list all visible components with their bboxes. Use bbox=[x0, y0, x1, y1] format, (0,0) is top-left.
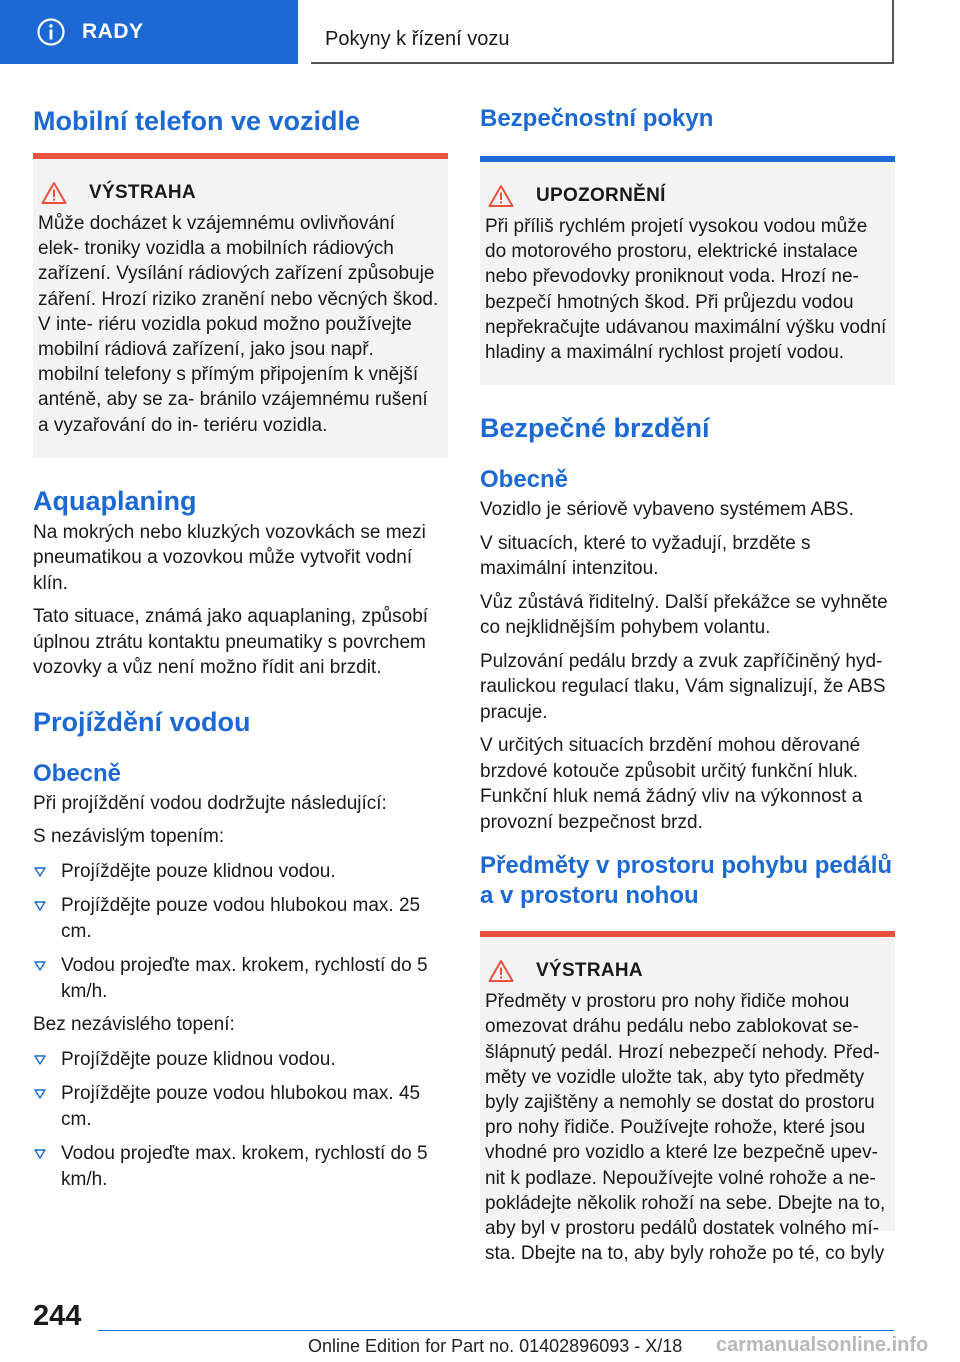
list-item-text: Projíždějte pouze klidnou vodou. bbox=[61, 1048, 336, 1070]
paragraph: Na mokrých nebo kluzkých vozovkách se mezi pneumatikou a vozovkou může vytvořit vodní klín. bbox=[33, 521, 426, 594]
heading-aquaplaning: Aquaplaning bbox=[33, 485, 197, 516]
paragraph: Při projíždění vodou dodržujte následující: bbox=[33, 792, 387, 814]
caution-header bbox=[488, 184, 887, 208]
heading-driving-through-water: Projíždění vodou bbox=[33, 706, 251, 737]
warning-header bbox=[488, 959, 887, 983]
bullet-triangle-icon bbox=[34, 1089, 46, 1099]
list-item bbox=[33, 893, 448, 944]
edition-note: Online Edition for Part no. 01402896093 - X/18 bbox=[308, 1336, 683, 1356]
header-tab bbox=[0, 0, 298, 64]
section-title: Pokyny k řízení vozu bbox=[325, 28, 510, 50]
caution-text: Při příliš rychlém projetí vysokou vodou může do motorového prostoru, elektrické instalace nebo převodovky proniknout voda. Hrozí ne- bezpečí hmotných škod. Při průjezdu vodou nepřekračujte udávanou maximální výšku vodní hladiny a maximální rychlost projetí vodou. bbox=[485, 216, 887, 364]
paragraph: Tato situace, známá jako aquaplaning, způsobí úplnou ztrátu kontaktu pneumatiky s povrchem vozovky a vůz není možno řídit ani brzdit. bbox=[33, 606, 429, 679]
warning-text: Může docházet k vzájemnému ovlivňování elek- troniky vozidla a mobilních rádiových zařízení. Vysílání rádiových zařízení způsobuje záření. Hrozí riziko zranění nebo věcných škod. V inte- riéru vozidla pokud možno používejte mobilní rádiová zařízení, jako jsou např. mobilní telefony s přímým připojením k vnější anténě, aby se za- bránilo vzájemnému rušení a vyzařování do in- teriéru vozidla. bbox=[38, 213, 439, 436]
subheading-general: Obecně bbox=[480, 466, 569, 494]
bullet-triangle-icon bbox=[34, 1055, 46, 1065]
heading-safety-note: Bezpečnostní pokyn bbox=[480, 105, 714, 132]
watermark: carmanualsonline.info bbox=[716, 1334, 929, 1356]
list-item-text: Projíždějte pouze vodou hlubokou max. 25 cm. bbox=[61, 895, 421, 942]
warning-header bbox=[41, 181, 440, 205]
paragraph: Vozidlo je sériově vybaveno systémem ABS. bbox=[480, 499, 854, 521]
caution-box bbox=[480, 156, 895, 385]
list-with-heater bbox=[33, 859, 448, 1005]
list-item-text: Projíždějte pouze vodou hlubokou max. 45 cm. bbox=[61, 1083, 421, 1130]
list-item bbox=[33, 1081, 448, 1132]
list-without-heater bbox=[33, 1047, 448, 1193]
paragraph: Vůz zůstává řiditelný. Další překážce se vyhněte co nejklidnějším pohybem volantu. bbox=[480, 591, 888, 639]
footer-divider bbox=[98, 1330, 894, 1331]
paragraph: S nezávislým topením: bbox=[33, 826, 225, 848]
bullet-triangle-icon bbox=[34, 901, 46, 911]
bullet-triangle-icon bbox=[34, 867, 46, 877]
left-column bbox=[33, 100, 448, 1192]
paragraph: Bez nezávislého topení: bbox=[33, 1014, 235, 1036]
heading-mobile-phone: Mobilní telefon ve vozidle bbox=[33, 106, 361, 136]
warning-triangle-icon bbox=[488, 184, 514, 208]
subheading-general: Obecně bbox=[33, 759, 122, 787]
list-item-text: Vodou projeďte max. krokem, rychlostí do 5 km/h. bbox=[61, 1143, 428, 1190]
paragraph: V určitých situacích brzdění mohou děrované brzdové kotouče způsobit určitý funkční hluk. Funkční hluk nemá žádný vliv na výkonnost a provozní bezpečnost brzd. bbox=[480, 735, 863, 833]
warning-text: Předměty v prostoru pro nohy řidiče mohou omezovat dráhu pedálu nebo zablokovat se- šlápnutý pedál. Hrozí nebezpečí nehody. Před- měty ve vozidle uložte tak, aby tyto předměty byly zajištěny a nemohly se dostat do prostoru pro nohy řidiče. Používejte rohože, které jsou vhodné pro vozidlo a které lze bezpečně upev- nit k podlaze. Nepoužívejte volné rohože a ne- pokládejte několik rohoží na sebe. Dbejte na to, aby byl v prostoru pedálů dostatek volného mí- sta. Dbejte na to, aby byly rohože po té, co byly bbox=[485, 991, 886, 1265]
paragraph: Pulzování pedálu brzdy a zvuk zapříčiněný hyd- raulickou regulací tlaku, Vám signalizují, že ABS pracuje. bbox=[480, 650, 886, 723]
list-item-text: Vodou projeďte max. krokem, rychlostí do 5 km/h. bbox=[61, 955, 428, 1002]
warning-title: VÝSTRAHA bbox=[89, 182, 196, 203]
header-title-box bbox=[311, 0, 894, 64]
warning-box-objects bbox=[480, 931, 895, 1265]
right-column bbox=[480, 100, 895, 1265]
list-item-text: Projíždějte pouze klidnou vodou. bbox=[61, 860, 336, 882]
warning-triangle-icon bbox=[488, 959, 514, 983]
header-tab-label: RADY bbox=[82, 20, 144, 43]
warning-box-mobile bbox=[33, 153, 448, 458]
warning-title: VÝSTRAHA bbox=[536, 960, 643, 982]
caution-title: UPOZORNĚNÍ bbox=[536, 185, 666, 206]
heading-objects-pedal-area: Předměty v prostoru pohybu pedálů a v prostoru nohou bbox=[480, 852, 893, 910]
warning-triangle-icon bbox=[41, 181, 67, 205]
bullet-triangle-icon bbox=[34, 1149, 46, 1159]
bullet-triangle-icon bbox=[34, 961, 46, 971]
paragraph: V situacích, které to vyžadují, brzděte s maximální intenzitou. bbox=[480, 532, 811, 580]
heading-safe-braking: Bezpečné brzdění bbox=[480, 413, 710, 444]
info-icon bbox=[36, 17, 66, 47]
list-item bbox=[33, 953, 448, 1004]
page-number: 244 bbox=[33, 1300, 82, 1332]
list-item bbox=[33, 859, 448, 885]
list-item bbox=[33, 1047, 448, 1073]
list-item bbox=[33, 1141, 448, 1192]
